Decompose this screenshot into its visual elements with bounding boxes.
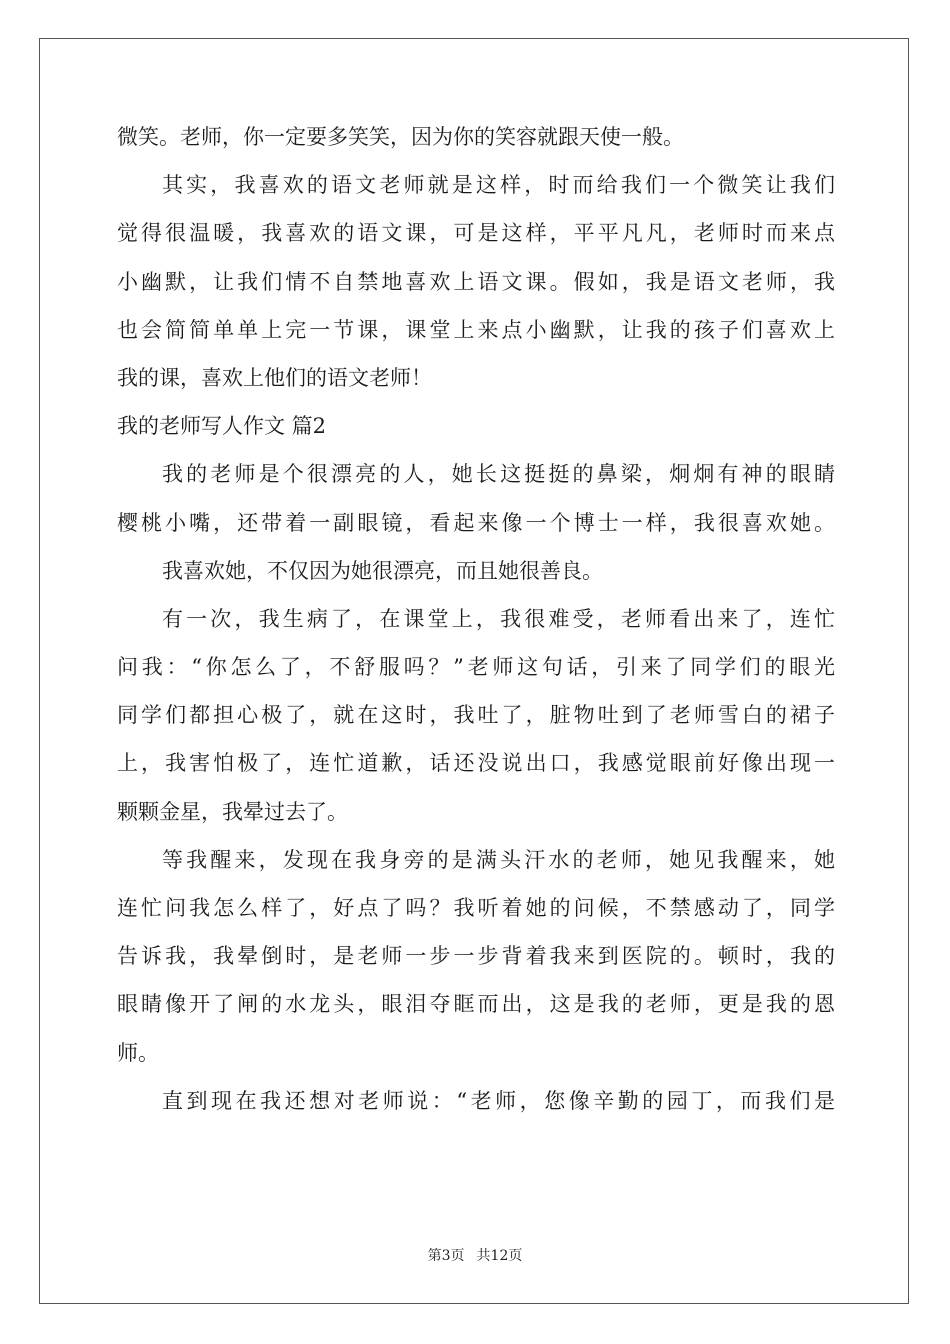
- text-line-8: 我的老师是个很漂亮的人，她长这挺挺的鼻梁，炯炯有神的眼睛: [162, 462, 835, 487]
- text-line-11: 有一次，我生病了，在课堂上，我很难受，老师看出来了，连忙: [162, 606, 835, 631]
- text-line-3: 觉得很温暖，我喜欢的语文课，可是这样，平平凡凡，老师时而来点: [117, 221, 835, 246]
- text-line-13: 同学们都担心极了，就在这时，我吐了，脏物吐到了老师雪白的裙子: [117, 703, 835, 728]
- text-line-15: 颗颗金星，我晕过去了。: [117, 799, 348, 824]
- text-line-1: 微笑。老师，你一定要多笑笑，因为你的笑容就跟天使一般。: [117, 125, 684, 149]
- text-line-16: 等我醒来，发现在我身旁的是满头汗水的老师，她见我醒来，她: [162, 847, 835, 872]
- text-line-4: 小幽默，让我们情不自禁地喜欢上语文课。假如，我是语文老师，我: [117, 269, 835, 294]
- text-line-17: 连忙问我怎么样了，好点了吗？我听着她的问候，不禁感动了，同学: [117, 896, 835, 920]
- text-line-6: 我的课，喜欢上他们的语文老师！: [117, 365, 432, 390]
- text-line-20: 师。: [117, 1040, 159, 1065]
- text-line-21: 直到现在我还想对老师说：“老师，您像辛勤的园丁，而我们是: [162, 1088, 835, 1113]
- page-number: 第3页: [427, 1248, 465, 1264]
- text-line-18: 告诉我，我晕倒时，是老师一步一步背着我来到医院的。顿时，我的: [117, 944, 835, 969]
- text-line-2: 其实，我喜欢的语文老师就是这样，时而给我们一个微笑让我们: [162, 173, 835, 198]
- text-line-9: 樱桃小嘴，还带着一副眼镜，看起来像一个博士一样，我很喜欢她。: [117, 510, 835, 535]
- text-line-19: 眼睛像开了闸的水龙头，眼泪夺眶而出，这是我的老师，更是我的恩: [117, 992, 835, 1017]
- page-footer: [0, 1247, 950, 1265]
- page-total: 共12页: [476, 1248, 523, 1264]
- text-line-10: 我喜欢她，不仅因为她很漂亮，而且她很善良。: [162, 558, 603, 583]
- text-line-12: 问我：“你怎么了，不舒服吗？”老师这句话，引来了同学们的眼光: [117, 655, 835, 680]
- text-line-14: 上，我害怕极了，连忙道歉，话还没说出口，我感觉眼前好像出现一: [117, 751, 835, 776]
- text-line-5: 也会简简单单上完一节课，课堂上来点小幽默，让我的孩子们喜欢上: [117, 317, 835, 342]
- section-heading: 我的老师写人作文 篇2: [117, 414, 327, 439]
- document-body: [117, 125, 835, 1137]
